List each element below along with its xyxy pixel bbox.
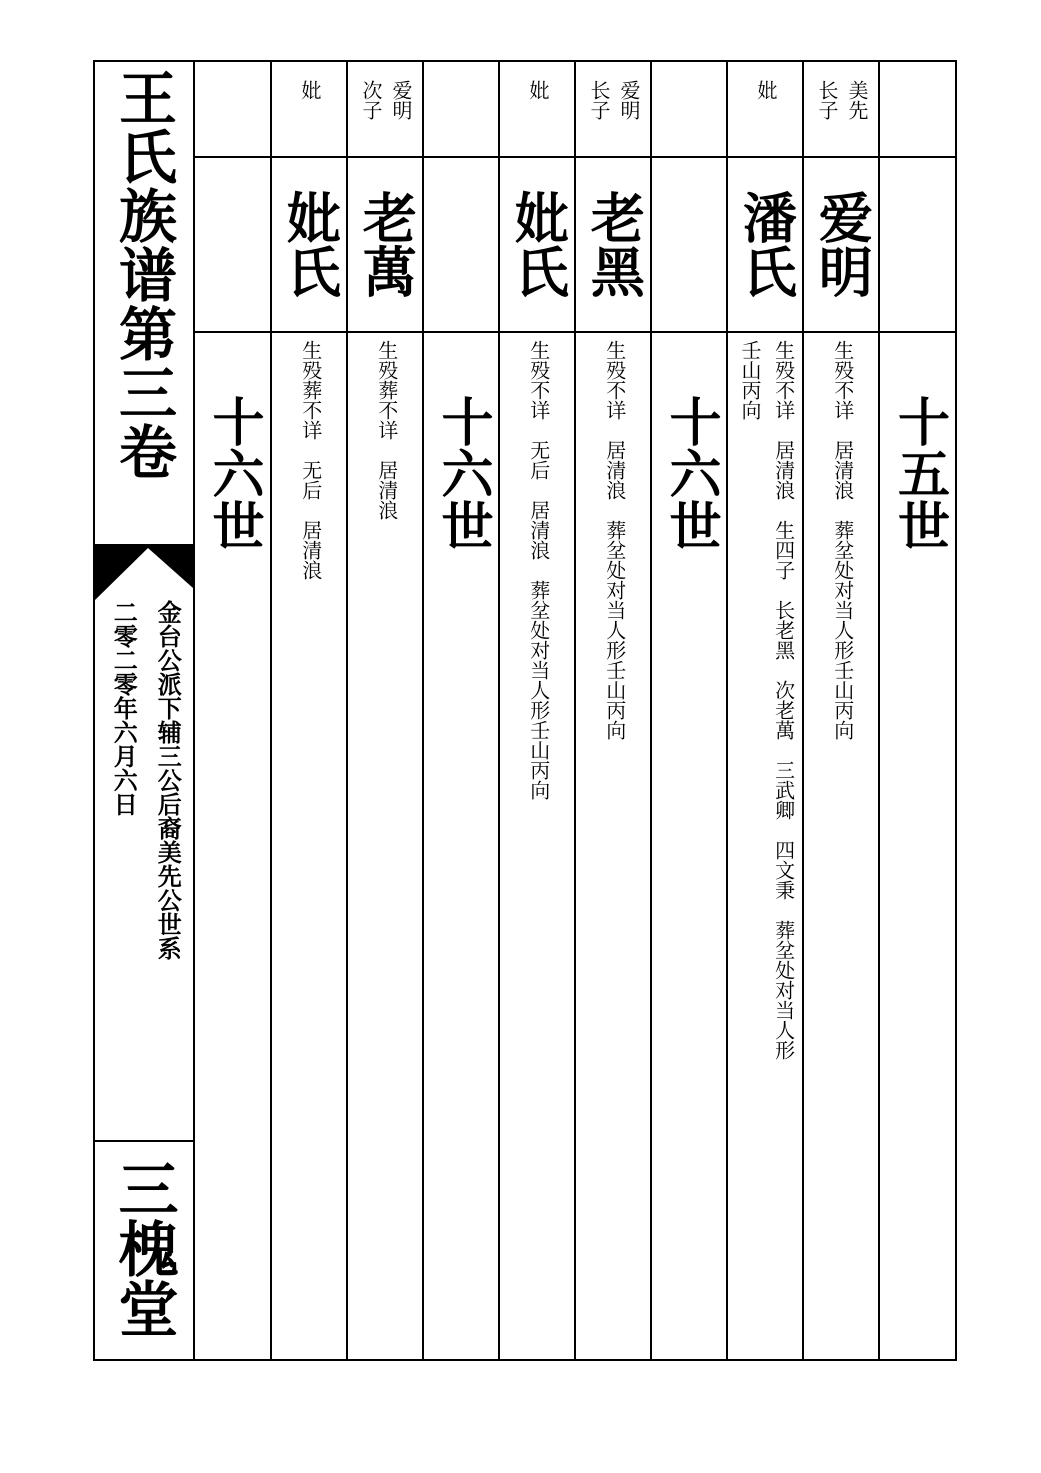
person-description: 生殁葬不详 无后 居清浪 (298, 340, 323, 580)
generation-label: 十六世 (432, 395, 493, 551)
generation-label: 十六世 (203, 395, 264, 551)
person-description: 生殁葬不详 居清浪 (374, 340, 399, 520)
branch-text: 金台公派下辅三公后裔美先公世系 (153, 600, 183, 960)
parent-label: 妣 (754, 80, 778, 100)
book-title (93, 68, 193, 538)
person-name: 老萬 (354, 190, 419, 298)
person-description: 生殁不详 无后 居清浪 葬坌处对当人形壬山丙向 (526, 340, 551, 800)
person-name: 老黑 (582, 190, 647, 298)
parent-label: 妣 (526, 80, 550, 100)
person-name: 妣氏 (506, 190, 571, 298)
parent-label: 爱明 次子 (359, 80, 413, 120)
row-divider (195, 331, 957, 333)
person-description: 生殁不详 居清浪 葬坌处对当人形壬山丙向 (602, 340, 627, 740)
parent-label: 美先 长子 (815, 80, 869, 120)
parent-label: 爱明 长子 (587, 80, 641, 120)
date-line (103, 600, 143, 816)
title-strip (93, 60, 195, 1361)
generation-label: 十六世 (660, 395, 721, 551)
person-name: 爱明 (810, 190, 875, 298)
hall-name-text: 三槐堂 (108, 1158, 179, 1338)
person-name: 妣氏 (278, 190, 343, 298)
parent-label: 妣 (298, 80, 322, 100)
row-divider (195, 156, 957, 158)
generation-label: 十五世 (888, 395, 950, 551)
date-text: 二零二零年六月六日 (109, 600, 139, 816)
person-description: 生殁不详 居清浪 生四子 长老黑 次老萬 三武卿 四文秉 葬坌处对当人形 壬山丙向 (738, 340, 796, 1060)
person-name: 潘氏 (734, 190, 799, 298)
branch-line (147, 600, 187, 960)
fish-tail-ornament (93, 546, 193, 604)
book-title-text: 王氏族谱第三卷 (109, 68, 177, 481)
person-description: 生殁不详 居清浪 葬坌处对当人形壬山丙向 (830, 340, 855, 740)
hall-divider (93, 1140, 193, 1142)
hall-name (93, 1158, 193, 1338)
